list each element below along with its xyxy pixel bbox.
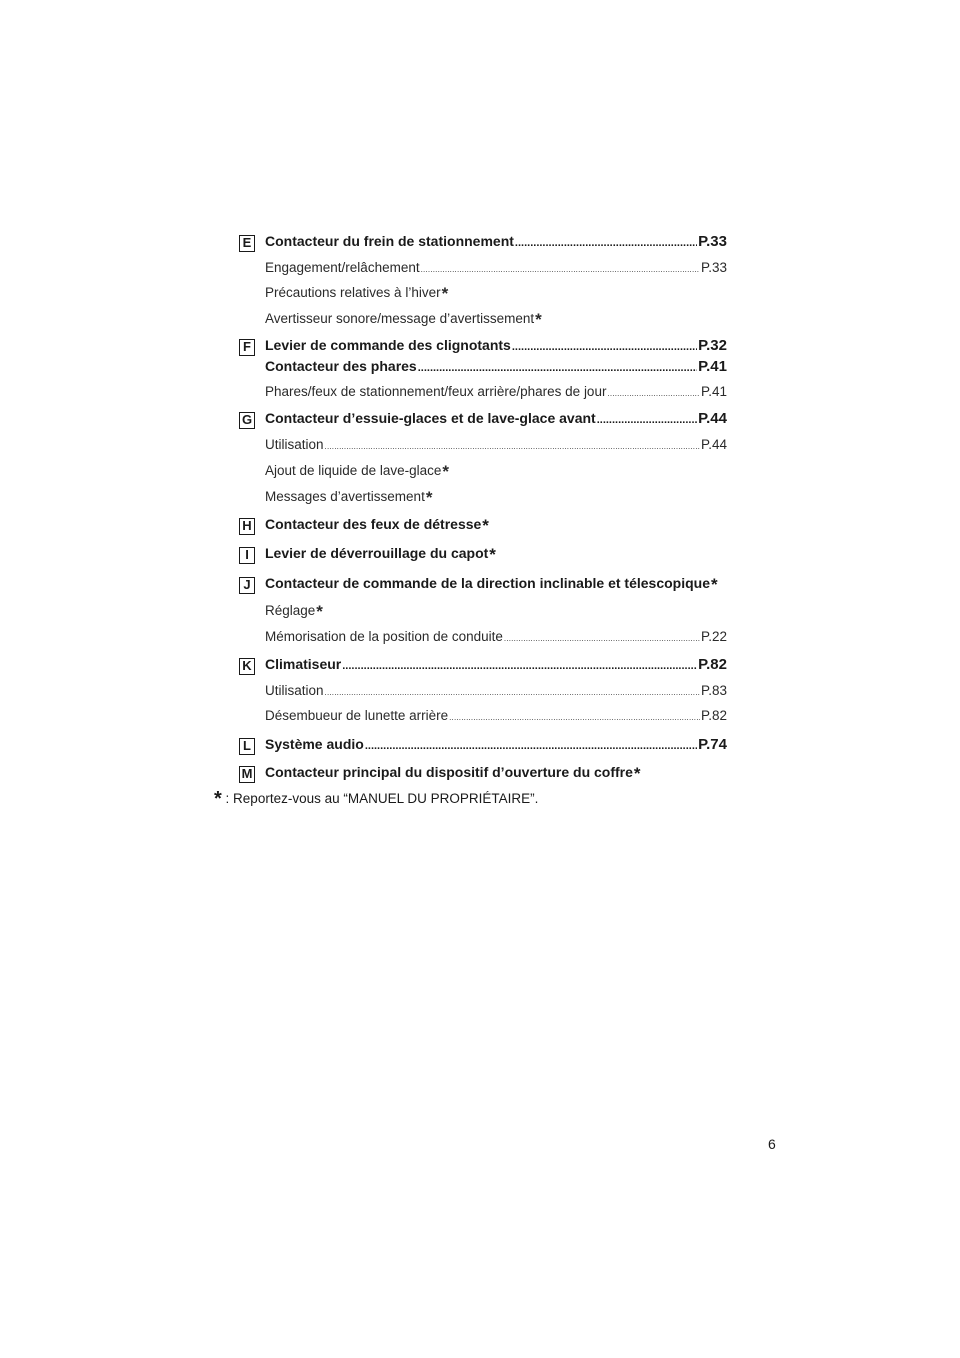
- toc-subtitle: Messages d’avertissement: [265, 489, 425, 504]
- leader-dots: [421, 260, 700, 275]
- toc-title: Contacteur des phares: [265, 358, 417, 374]
- toc-subentry[interactable]: [265, 260, 727, 275]
- section-letter-j: J: [239, 577, 255, 594]
- toc-title: Contacteur des feux de détresse: [265, 516, 482, 532]
- toc-subentry: Avertisseur sonore/message d’avertissement *: [265, 310, 542, 329]
- toc-title: Levier de commande des clignotants: [265, 337, 511, 353]
- toc-entry-trunk-opener-switch: Contacteur principal du dispositif d’ouverture du coffre *: [265, 764, 641, 783]
- toc-subtitle: Désembueur de lunette arrière: [265, 708, 449, 723]
- toc-subentry[interactable]: [265, 708, 727, 723]
- toc-subentry: Réglage *: [265, 602, 323, 621]
- toc-subtitle: Utilisation: [265, 437, 324, 452]
- leader-dots: [342, 656, 697, 672]
- toc-subentry[interactable]: [265, 683, 727, 698]
- footnote-asterisk: *: [214, 788, 222, 810]
- toc-page-ref: P.32: [698, 337, 727, 354]
- leader-dots: [607, 384, 700, 399]
- toc-subentry[interactable]: [265, 437, 727, 452]
- section-letter-e: E: [239, 235, 255, 252]
- leader-dots: [504, 629, 700, 644]
- toc-entry-air-conditioner[interactable]: [265, 656, 727, 673]
- leader-dots: [325, 437, 700, 452]
- section-letter-i: I: [239, 547, 255, 564]
- toc-page-ref: P.41: [700, 384, 727, 399]
- footnote: [214, 786, 538, 809]
- toc-title: Levier de déverrouillage du capot: [265, 545, 489, 561]
- section-letter-g: G: [239, 412, 255, 429]
- toc-entry-wiper-switch[interactable]: [265, 410, 727, 427]
- toc-subtitle: Engagement/relâchement: [265, 260, 420, 275]
- toc-entry-headlight-switch[interactable]: [265, 358, 727, 375]
- leader-dots: [325, 683, 700, 698]
- toc-subtitle: Ajout de liquide de lave-glace: [265, 463, 442, 478]
- toc-subtitle: Avertisseur sonore/message d’avertissement: [265, 311, 535, 326]
- section-letter-m: M: [239, 766, 255, 783]
- toc-subentry: Précautions relatives à l’hiver *: [265, 284, 449, 303]
- page-number: 6: [768, 1136, 776, 1152]
- footnote-text: : Reportez-vous au “MANUEL DU PROPRIÉTAIRE”.: [221, 791, 539, 806]
- toc-subentry[interactable]: [265, 629, 727, 644]
- leader-dots: [597, 410, 697, 426]
- toc-title: Climatiseur: [265, 656, 342, 672]
- toc-entry-hood-release: Levier de déverrouillage du capot *: [265, 545, 496, 564]
- section-letter-h: H: [239, 518, 255, 535]
- toc-title: Contacteur principal du dispositif d’ouverture du coffre: [265, 764, 633, 780]
- toc-entry-steering-switch: Contacteur de commande de la direction inclinable et télescopique *: [265, 575, 718, 594]
- toc-subentry[interactable]: [265, 384, 727, 399]
- toc-page-ref: P.82: [698, 656, 727, 673]
- toc-page-ref: P.33: [698, 233, 727, 250]
- toc-entry-audio-system[interactable]: [265, 736, 727, 753]
- leader-dots: [449, 708, 700, 723]
- toc-page-ref: P.41: [698, 358, 727, 375]
- toc-entry-hazard-switch: Contacteur des feux de détresse *: [265, 516, 489, 535]
- toc-subtitle: Phares/feux de stationnement/feux arrière/phares de jour: [265, 384, 607, 399]
- toc-subtitle: Précautions relatives à l’hiver: [265, 285, 441, 300]
- section-letter-l: L: [239, 738, 255, 755]
- toc-entry-turn-signal-lever[interactable]: [265, 337, 727, 354]
- leader-dots: [365, 736, 697, 752]
- toc-subentry: Messages d’avertissement *: [265, 488, 433, 507]
- toc-page-ref: P.44: [700, 437, 727, 452]
- toc-title: Contacteur d’essuie-glaces et de lave-glace avant: [265, 410, 596, 426]
- toc-title: Contacteur de commande de la direction inclinable et télescopique: [265, 575, 710, 591]
- leader-dots: [515, 233, 697, 249]
- section-letter-f: F: [239, 339, 255, 356]
- toc-subtitle: Mémorisation de la position de conduite: [265, 629, 503, 644]
- leader-dots: [418, 358, 697, 374]
- toc-page-ref: P.82: [700, 708, 727, 723]
- toc-subtitle: Utilisation: [265, 683, 324, 698]
- toc-page-ref: P.74: [698, 736, 727, 753]
- toc-title: Contacteur du frein de stationnement: [265, 233, 514, 249]
- toc-page-ref: P.83: [700, 683, 727, 698]
- toc-title: Système audio: [265, 736, 364, 752]
- toc-page-ref: P.22: [700, 629, 727, 644]
- toc-subentry: Ajout de liquide de lave-glace *: [265, 462, 449, 481]
- toc-entry-parking-brake[interactable]: [265, 233, 727, 250]
- toc-page-ref: P.44: [698, 410, 727, 427]
- leader-dots: [512, 337, 697, 353]
- toc-page-ref: P.33: [700, 260, 727, 275]
- toc-subtitle: Réglage: [265, 603, 316, 618]
- section-letter-k: K: [239, 658, 255, 675]
